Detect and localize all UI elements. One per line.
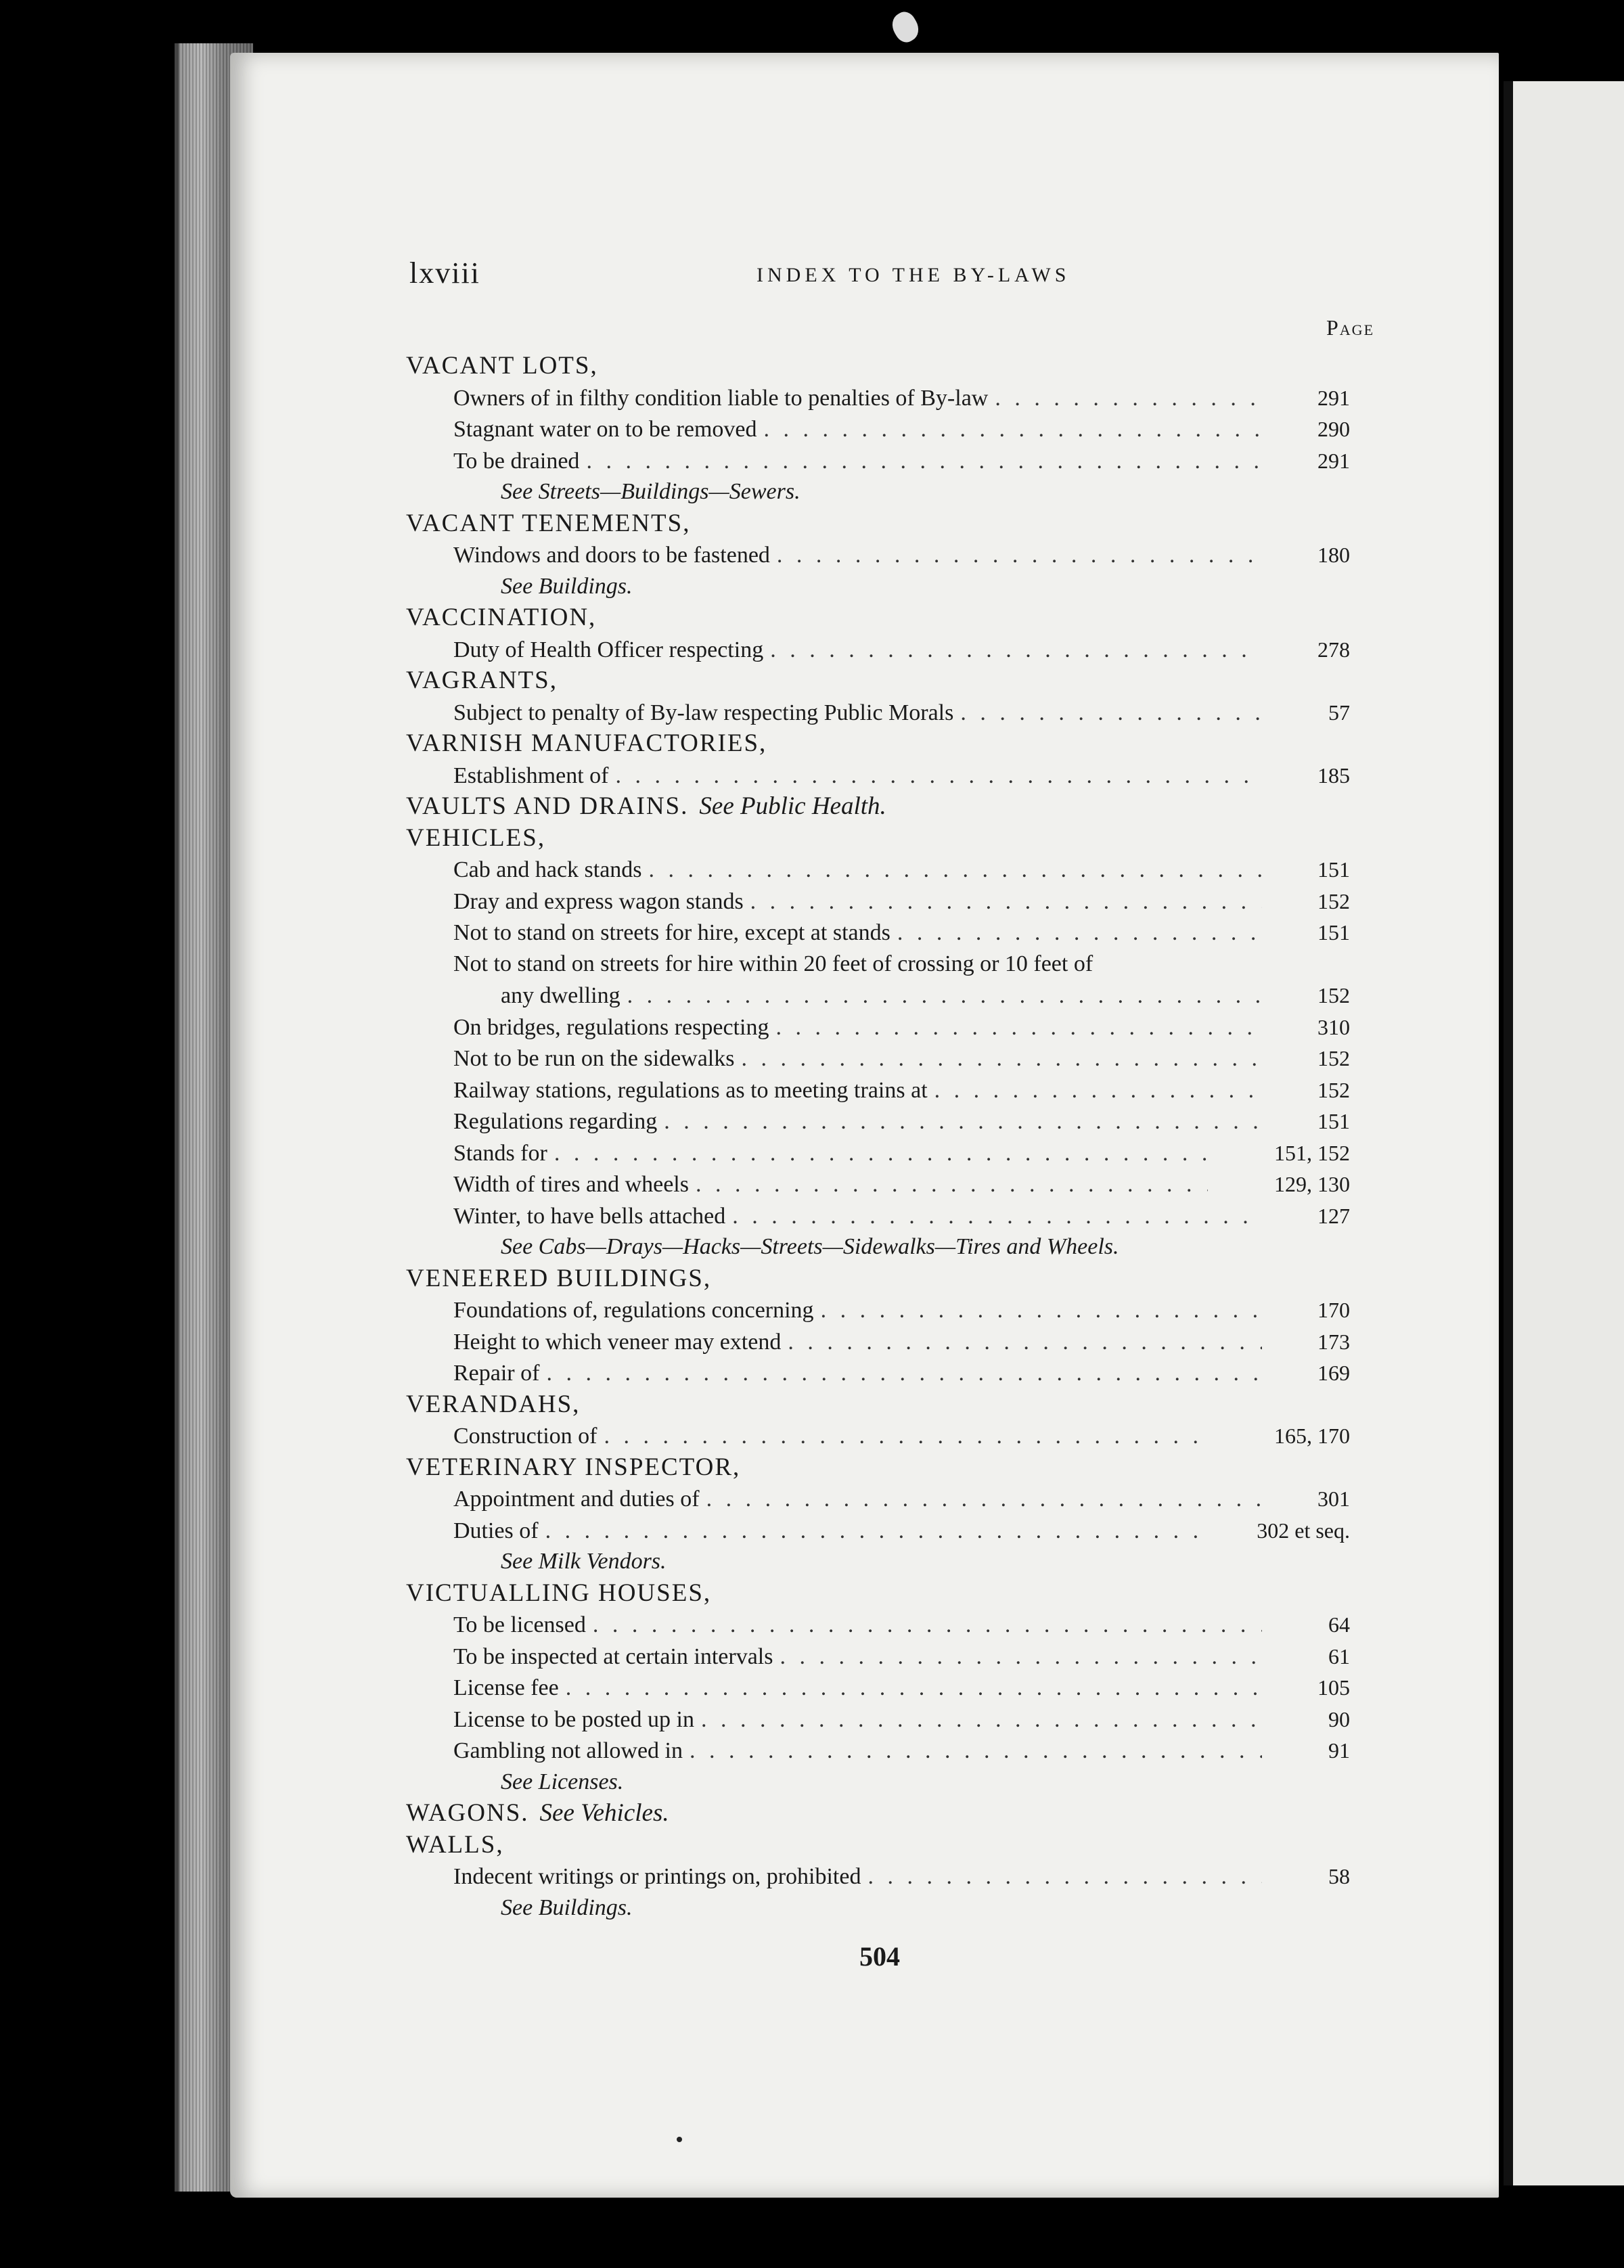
leader-dots [934, 1075, 1262, 1106]
leader-dots [821, 1295, 1262, 1326]
index-subentry [406, 634, 1350, 666]
page-column-label: Page [1326, 315, 1375, 340]
page-reference: 152 [1317, 888, 1350, 913]
subentry-text: Width of tires and wheels [453, 1172, 689, 1197]
index-subentry [406, 760, 1350, 792]
page-reference: 291 [1317, 448, 1350, 473]
leader-dots [775, 1012, 1262, 1043]
page-reference: 310 [1317, 1014, 1350, 1039]
see-reference: See Public Health. [699, 792, 886, 820]
page-reference: 290 [1317, 417, 1350, 441]
index-subentry [406, 445, 1350, 477]
leader-dots [566, 1673, 1262, 1704]
index-subentry [406, 539, 1350, 571]
index-subentry [406, 1420, 1350, 1452]
index-subentry [406, 1169, 1350, 1200]
index-subentry [406, 1106, 1350, 1137]
index-subentry [406, 1483, 1350, 1515]
page-reference: 58 [1328, 1864, 1350, 1888]
page-reference: 152 [1317, 1077, 1350, 1102]
subentry-text: License to be posted up in [453, 1706, 694, 1732]
index-subentry [406, 1609, 1350, 1641]
index-subentry [406, 1861, 1350, 1892]
leader-dots [554, 1138, 1208, 1169]
leader-dots [696, 1169, 1208, 1200]
index-subentry [406, 697, 1350, 729]
heading-text: VACANT LOTS, [406, 352, 598, 380]
index-heading [406, 350, 1350, 382]
subentry-text: Stagnant water on to be removed [453, 417, 757, 442]
leader-dots [664, 1106, 1262, 1137]
page-reference: 105 [1317, 1675, 1350, 1700]
index-heading [406, 665, 1350, 697]
see-reference: See Vehicles. [539, 1799, 669, 1827]
subentry-text: Repair of [453, 1361, 540, 1386]
index-subentry [406, 917, 1350, 949]
index-heading [406, 823, 1350, 855]
page-reference: 291 [1317, 385, 1350, 410]
index-heading [406, 728, 1350, 760]
index-subentry [406, 1357, 1350, 1389]
subentry-text: Indecent writings or printings on, prohibited [453, 1864, 861, 1889]
subentry-text: On bridges, regulations respecting [453, 1014, 769, 1040]
leader-dots [770, 635, 1262, 666]
leader-dots [604, 1421, 1208, 1452]
leader-dots [780, 1641, 1262, 1673]
index-heading [406, 1452, 1350, 1484]
index-subentry [406, 413, 1350, 445]
leader-dots [777, 540, 1262, 571]
subentry-text: Stands for [453, 1140, 547, 1166]
subentry-text: Duties of [453, 1518, 539, 1543]
page-reference: 151 [1317, 857, 1350, 882]
page-reference: 129, 130 [1274, 1172, 1350, 1196]
leader-dots [706, 1484, 1262, 1515]
index-subentry [406, 1294, 1350, 1326]
page-reference: 151 [1317, 1109, 1350, 1133]
page-reference: 57 [1328, 700, 1350, 725]
see-reference-line [406, 1767, 1350, 1798]
see-reference: See Milk Vendors. [501, 1549, 667, 1574]
see-reference-line [406, 1231, 1350, 1263]
see-reference: See Cabs—Drays—Hacks—Streets—Sidewalks—Tires and Wheels. [501, 1234, 1119, 1259]
leader-dots [627, 980, 1262, 1012]
page-reference: 173 [1317, 1329, 1350, 1354]
index-subentry [406, 1074, 1350, 1106]
facing-page-edge [1504, 81, 1624, 2185]
index-subentry [406, 1043, 1350, 1074]
index-heading [406, 1830, 1350, 1861]
leader-dots [960, 698, 1262, 729]
subentry-text: any dwelling [501, 983, 621, 1008]
index-entries [406, 350, 1350, 1924]
subentry-text: Appointment and duties of [453, 1487, 700, 1512]
see-reference: See Buildings. [501, 573, 633, 599]
page-reference: 302 et seq. [1257, 1518, 1350, 1543]
index-heading [406, 1578, 1350, 1610]
index-subentry [406, 1672, 1350, 1704]
see-reference-line [406, 476, 1350, 508]
heading-text: VAULTS AND DRAINS. [406, 792, 689, 820]
running-title: INDEX TO THE BY-LAWS [757, 264, 1070, 286]
subentry-text: Regulations regarding [453, 1109, 658, 1134]
ink-speck [677, 2137, 682, 2142]
page-reference: 151 [1317, 920, 1350, 945]
page-reference: 90 [1328, 1706, 1350, 1731]
heading-text: VICTUALLING HOUSES, [406, 1579, 712, 1607]
index-subentry [406, 1137, 1350, 1169]
subentry-text: Owners of in filthy condition liable to penalties of By-law [453, 385, 989, 411]
subentry-text: To be inspected at certain intervals [453, 1643, 773, 1669]
leader-dots [788, 1327, 1262, 1358]
page-reference: 61 [1328, 1643, 1350, 1669]
leader-dots [750, 886, 1262, 917]
heading-text: WAGONS. [406, 1799, 529, 1827]
index-subentry [406, 382, 1350, 414]
subentry-text: Gambling not allowed in [453, 1738, 683, 1763]
see-reference: See Buildings. [501, 1895, 633, 1920]
leader-dots [732, 1201, 1262, 1232]
index-subentry [406, 886, 1350, 917]
subentry-text: Establishment of [453, 763, 609, 788]
page-reference: 170 [1317, 1298, 1350, 1322]
index-subentry [406, 1200, 1350, 1232]
index-subentry [406, 949, 1350, 980]
index-heading [406, 1263, 1350, 1295]
heading-text: VACCINATION, [406, 604, 597, 631]
leader-dots [546, 1358, 1262, 1389]
leader-dots [690, 1736, 1262, 1767]
index-subentry [406, 1641, 1350, 1673]
subentry-text: Not to stand on streets for hire, except at stands [453, 920, 890, 945]
subentry-text: License fee [453, 1675, 559, 1700]
subentry-text: Subject to penalty of By-law respecting Public Morals [453, 700, 954, 725]
page-reference: 127 [1317, 1203, 1350, 1228]
index-subentry [406, 980, 1350, 1012]
heading-text: VENEERED BUILDINGS, [406, 1264, 712, 1292]
page-reference: 152 [1317, 1046, 1350, 1070]
index-subentry [406, 1704, 1350, 1736]
see-reference-line [406, 571, 1350, 603]
leader-dots [545, 1516, 1208, 1547]
see-reference-line [406, 1892, 1350, 1924]
heading-text: VERANDAHS, [406, 1390, 581, 1418]
heading-text: VEHICLES, [406, 823, 546, 852]
index-subentry [406, 1326, 1350, 1358]
index-heading [406, 1389, 1350, 1421]
see-reference-line [406, 1546, 1350, 1578]
roman-folio: lxviii [409, 256, 480, 290]
heading-text: WALLS, [406, 1830, 504, 1859]
page-reference: 169 [1317, 1361, 1350, 1385]
subentry-text: Duty of Health Officer respecting [453, 637, 764, 662]
index-heading [406, 508, 1350, 540]
leader-dots [649, 855, 1262, 886]
heading-text: VAGRANTS, [406, 666, 558, 694]
subentry-text: Foundations of, regulations concerning [453, 1298, 814, 1323]
heading-text: VETERINARY INSPECTOR, [406, 1453, 741, 1481]
leader-dots [701, 1704, 1262, 1736]
index-subentry [406, 1515, 1350, 1547]
page-reference: 278 [1317, 637, 1350, 662]
subentry-text: Construction of [453, 1424, 597, 1449]
see-reference: See Streets—Buildings—Sewers. [501, 479, 800, 504]
subentry-text: Windows and doors to be fastened [453, 543, 770, 568]
leader-dots [586, 446, 1262, 477]
page-reference: 91 [1328, 1738, 1350, 1763]
index-heading [406, 602, 1350, 634]
index-subentry [406, 1735, 1350, 1767]
index-subentry [406, 854, 1350, 886]
leader-dots [897, 917, 1262, 949]
film-blemish [887, 8, 923, 46]
page-reference: 180 [1317, 543, 1350, 567]
leader-dots [995, 383, 1262, 414]
leader-dots [593, 1610, 1262, 1641]
subentry-text: Winter, to have bells attached [453, 1203, 726, 1229]
heading-text: VARNISH MANUFACTORIES, [406, 729, 767, 757]
leader-dots [867, 1861, 1262, 1892]
subentry-text: To be drained [453, 448, 580, 474]
subentry-text: Dray and express wagon stands [453, 888, 744, 914]
subentry-text: To be licensed [453, 1612, 586, 1637]
subentry-text: Height to which veneer may extend [453, 1329, 782, 1355]
page-reference: 151, 152 [1274, 1140, 1350, 1165]
page-number: 504 [859, 1941, 900, 1972]
index-page [230, 53, 1499, 2198]
subentry-text: Cab and hack stands [453, 857, 642, 882]
page-reference: 185 [1317, 763, 1350, 788]
index-heading [406, 1798, 1350, 1830]
page-reference: 64 [1328, 1612, 1350, 1637]
leader-dots [615, 761, 1262, 792]
page-reference: 165, 170 [1274, 1424, 1350, 1448]
heading-text: VACANT TENEMENTS, [406, 509, 691, 537]
see-reference: See Licenses. [501, 1769, 624, 1794]
subentry-text: Not to stand on streets for hire within 20 feet of crossing or 10 feet of [453, 951, 1093, 976]
subentry-text: Railway stations, regulations as to meeting trains at [453, 1077, 928, 1103]
page-reference: 301 [1317, 1487, 1350, 1511]
index-subentry [406, 1012, 1350, 1043]
leader-dots [742, 1043, 1263, 1074]
leader-dots [763, 414, 1262, 445]
subentry-text: Not to be run on the sidewalks [453, 1046, 735, 1071]
index-heading [406, 791, 1350, 823]
page-reference: 152 [1317, 983, 1350, 1007]
